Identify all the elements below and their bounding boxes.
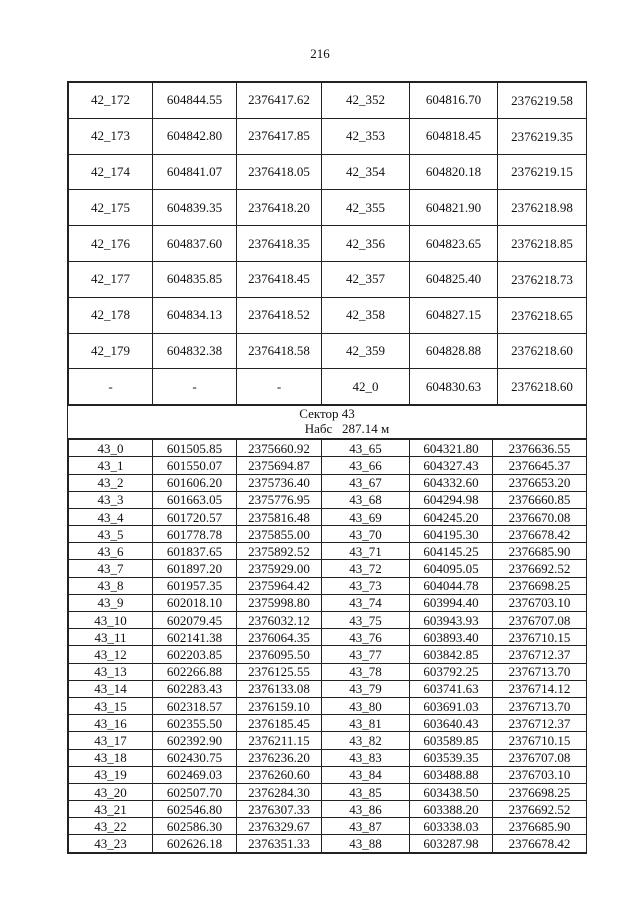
table-row: [69, 835, 587, 852]
table-row: [69, 226, 587, 262]
table-cell: 2376159.10: [237, 697, 322, 714]
table-cell: 2376707.08: [493, 612, 587, 629]
table-cell: 2376284.30: [237, 783, 322, 800]
table-cell: 604823.65: [410, 226, 498, 262]
table-cell: 2376678.42: [493, 526, 587, 543]
table-cell: 603438.50: [410, 783, 493, 800]
sector-height: [68, 421, 586, 436]
table-cell: 603691.03: [410, 697, 493, 714]
table-cell: 2375964.42: [237, 577, 322, 594]
table-cell: 2376218.98: [498, 190, 587, 226]
table-cell: 43_5: [69, 526, 153, 543]
table-cell: 604828.88: [410, 333, 498, 369]
table-cell: 2375855.00: [237, 526, 322, 543]
table-cell: 2376418.05: [237, 154, 322, 190]
table-cell: 43_80: [322, 697, 410, 714]
table-cell: 2376218.73: [498, 261, 587, 297]
table-cell: 43_7: [69, 560, 153, 577]
table-cell: 42_0: [322, 369, 410, 405]
table-cell: 2376685.90: [493, 543, 587, 560]
table-cell: 2376218.60: [498, 333, 587, 369]
table-cell: 604327.43: [410, 457, 493, 474]
table-cell: 604044.78: [410, 577, 493, 594]
table-cell: 601663.05: [153, 491, 237, 508]
table-cell: 43_74: [322, 594, 410, 611]
table-cell: 2376219.58: [498, 83, 587, 119]
table-row: [69, 457, 587, 474]
table-cell: 603842.85: [410, 646, 493, 663]
table-cell: 601957.35: [153, 577, 237, 594]
table-cell: 603741.63: [410, 680, 493, 697]
table-cell: 43_67: [322, 474, 410, 491]
table-cell: 602141.38: [153, 629, 237, 646]
table-cell: 2376692.52: [493, 801, 587, 818]
table-row: [69, 801, 587, 818]
sector-43-table: [68, 439, 587, 853]
table-cell: 43_79: [322, 680, 410, 697]
table-row: [69, 594, 587, 611]
table-cell: 43_18: [69, 749, 153, 766]
table-cell: 601550.07: [153, 457, 237, 474]
table-row: [69, 543, 587, 560]
table-row: [69, 154, 587, 190]
table-cell: 42_356: [322, 226, 410, 262]
table-row: [69, 560, 587, 577]
table-cell: 43_78: [322, 663, 410, 680]
table-cell: 43_83: [322, 749, 410, 766]
table-cell: 2376698.25: [493, 783, 587, 800]
sector-header: [68, 405, 586, 439]
table-cell: 604832.38: [153, 333, 237, 369]
table-cell: 2376417.62: [237, 83, 322, 119]
table-cell: 43_70: [322, 526, 410, 543]
table-cell: 43_6: [69, 543, 153, 560]
table-row: [69, 577, 587, 594]
table-cell: 604816.70: [410, 83, 498, 119]
table-row: [69, 646, 587, 663]
table-cell: 601505.85: [153, 440, 237, 457]
table-cell: 43_15: [69, 697, 153, 714]
table-row: [69, 783, 587, 800]
table-cell: 603994.40: [410, 594, 493, 611]
table-cell: 603338.03: [410, 818, 493, 835]
table-cell: 2376307.33: [237, 801, 322, 818]
table-cell: 43_77: [322, 646, 410, 663]
table-cell: 603943.93: [410, 612, 493, 629]
table-cell: 2376418.45: [237, 261, 322, 297]
table-cell: 604145.25: [410, 543, 493, 560]
table-cell: 603640.43: [410, 715, 493, 732]
table-cell: 43_23: [69, 835, 153, 852]
sector-title: Сектор 43: [299, 406, 355, 422]
table-cell: 42_174: [69, 154, 153, 190]
table-row: [69, 369, 587, 405]
table-cell: 42_176: [69, 226, 153, 262]
table-cell: 43_84: [322, 766, 410, 783]
table-cell: 2376218.60: [498, 369, 587, 405]
table-cell: 43_73: [322, 577, 410, 594]
table-row: [69, 526, 587, 543]
table-cell: 42_359: [322, 333, 410, 369]
table-cell: 43_88: [322, 835, 410, 852]
table-cell: 43_19: [69, 766, 153, 783]
table-cell: 2375776.95: [237, 491, 322, 508]
table-cell: 601720.57: [153, 508, 237, 525]
table-cell: 604827.15: [410, 297, 498, 333]
table-cell: 2376713.70: [493, 663, 587, 680]
table-row: [69, 612, 587, 629]
table-cell: 601897.20: [153, 560, 237, 577]
table-cell: 43_66: [322, 457, 410, 474]
table-cell: 43_8: [69, 577, 153, 594]
table-cell: 42_172: [69, 83, 153, 119]
table-cell: 2376218.65: [498, 297, 587, 333]
table-cell: 602469.03: [153, 766, 237, 783]
table-cell: 43_12: [69, 646, 153, 663]
table-cell: 2375998.80: [237, 594, 322, 611]
table-cell: 601606.20: [153, 474, 237, 491]
table-cell: 43_65: [322, 440, 410, 457]
table-cell: 2376703.10: [493, 594, 587, 611]
table-row: [69, 680, 587, 697]
table-cell: 43_4: [69, 508, 153, 525]
table-cell: 43_1: [69, 457, 153, 474]
table-cell: 603488.88: [410, 766, 493, 783]
table-cell: 2376329.67: [237, 818, 322, 835]
table-cell: 601778.78: [153, 526, 237, 543]
table-cell: 42_358: [322, 297, 410, 333]
table-cell: 42_173: [69, 118, 153, 154]
table-cell: 604830.63: [410, 369, 498, 405]
table-cell: 42_354: [322, 154, 410, 190]
table-cell: 602266.88: [153, 663, 237, 680]
table-cell: 2376710.15: [493, 732, 587, 749]
table-cell: 602318.57: [153, 697, 237, 714]
table-cell: 2375660.92: [237, 440, 322, 457]
table-cell: 604820.18: [410, 154, 498, 190]
table-cell: 2375892.52: [237, 543, 322, 560]
table-cell: 604837.60: [153, 226, 237, 262]
table-row: [69, 440, 587, 457]
table-cell: 2376660.85: [493, 491, 587, 508]
table-cell: 602626.18: [153, 835, 237, 852]
table-cell: 2376218.85: [498, 226, 587, 262]
table-cell: 43_87: [322, 818, 410, 835]
table-cell: -: [153, 369, 237, 405]
table-cell: 43_76: [322, 629, 410, 646]
table-cell: 603589.85: [410, 732, 493, 749]
table-row: [69, 474, 587, 491]
table-cell: 602392.90: [153, 732, 237, 749]
page-number: 216: [310, 46, 330, 61]
table-cell: 2376133.08: [237, 680, 322, 697]
table-cell: 602546.80: [153, 801, 237, 818]
table-cell: 2376703.10: [493, 766, 587, 783]
table-cell: 42_175: [69, 190, 153, 226]
table-cell: 604839.35: [153, 190, 237, 226]
table-cell: 2376418.52: [237, 297, 322, 333]
table-cell: 43_10: [69, 612, 153, 629]
table-cell: 604834.13: [153, 297, 237, 333]
table-row: [69, 697, 587, 714]
table-cell: 43_16: [69, 715, 153, 732]
table-row: [69, 818, 587, 835]
table-cell: 43_9: [69, 594, 153, 611]
table-cell: 604835.85: [153, 261, 237, 297]
table-cell: 43_72: [322, 560, 410, 577]
table-cell: 601837.65: [153, 543, 237, 560]
table-cell: 2376064.35: [237, 629, 322, 646]
table-cell: -: [237, 369, 322, 405]
table-row: [69, 663, 587, 680]
table-cell: 43_11: [69, 629, 153, 646]
table-cell: 2376678.42: [493, 835, 587, 852]
table-cell: 2376712.37: [493, 715, 587, 732]
table-cell: 43_86: [322, 801, 410, 818]
table-cell: 43_69: [322, 508, 410, 525]
table-cell: 602283.43: [153, 680, 237, 697]
table-cell: 603792.25: [410, 663, 493, 680]
table-cell: 602018.10: [153, 594, 237, 611]
table-cell: 2376351.33: [237, 835, 322, 852]
table-cell: 604332.60: [410, 474, 493, 491]
table-row: [69, 190, 587, 226]
table-cell: 2376692.52: [493, 560, 587, 577]
table-cell: 2376185.45: [237, 715, 322, 732]
table-row: [69, 83, 587, 119]
table-cell: 604245.20: [410, 508, 493, 525]
table-cell: 2376707.08: [493, 749, 587, 766]
table-cell: 43_85: [322, 783, 410, 800]
table-cell: 42_352: [322, 83, 410, 119]
table-cell: 604195.30: [410, 526, 493, 543]
table-cell: 2376219.15: [498, 154, 587, 190]
table-cell: 43_71: [322, 543, 410, 560]
table-cell: 43_81: [322, 715, 410, 732]
table-cell: 603539.35: [410, 749, 493, 766]
table-cell: 602507.70: [153, 783, 237, 800]
table-cell: 2376260.60: [237, 766, 322, 783]
sector-42-table: [68, 82, 587, 405]
table-cell: 603287.98: [410, 835, 493, 852]
table-row: [69, 297, 587, 333]
table-cell: 2376417.85: [237, 118, 322, 154]
table-cell: 42_355: [322, 190, 410, 226]
table-cell: 42_178: [69, 297, 153, 333]
table-row: [69, 333, 587, 369]
table-cell: 2376670.08: [493, 508, 587, 525]
table-cell: 42_357: [322, 261, 410, 297]
table-cell: 2376698.25: [493, 577, 587, 594]
table-cell: 42_353: [322, 118, 410, 154]
table-cell: 2376636.55: [493, 440, 587, 457]
table-row: [69, 508, 587, 525]
table-cell: 43_20: [69, 783, 153, 800]
table-cell: 43_14: [69, 680, 153, 697]
table-cell: 2376211.15: [237, 732, 322, 749]
table-cell: 2376712.37: [493, 646, 587, 663]
table-cell: 2376236.20: [237, 749, 322, 766]
table-cell: 2376032.12: [237, 612, 322, 629]
table-cell: 604841.07: [153, 154, 237, 190]
table-cell: 42_177: [69, 261, 153, 297]
table-cell: 2376645.37: [493, 457, 587, 474]
table-cell: 43_3: [69, 491, 153, 508]
table-cell: 602430.75: [153, 749, 237, 766]
table-cell: 603893.40: [410, 629, 493, 646]
table-cell: 43_22: [69, 818, 153, 835]
table-cell: 43_82: [322, 732, 410, 749]
habs-value: 287.14 м: [342, 421, 390, 437]
table-cell: 604825.40: [410, 261, 498, 297]
coordinates-table-frame: [67, 81, 587, 854]
table-cell: 43_13: [69, 663, 153, 680]
table-cell: 2375736.40: [237, 474, 322, 491]
table-cell: 2376418.35: [237, 226, 322, 262]
table-cell: 2376418.20: [237, 190, 322, 226]
table-cell: 604095.05: [410, 560, 493, 577]
habs-label: Набс: [304, 421, 333, 437]
table-cell: 604321.80: [410, 440, 493, 457]
table-cell: 43_75: [322, 612, 410, 629]
table-row: [69, 629, 587, 646]
table-cell: 43_21: [69, 801, 153, 818]
table-row: [69, 715, 587, 732]
table-cell: 604821.90: [410, 190, 498, 226]
table-cell: 2375816.48: [237, 508, 322, 525]
table-cell: 2376714.12: [493, 680, 587, 697]
table-cell: 604842.80: [153, 118, 237, 154]
table-cell: 2376219.35: [498, 118, 587, 154]
table-cell: 603388.20: [410, 801, 493, 818]
table-cell: 43_2: [69, 474, 153, 491]
table-cell: 42_179: [69, 333, 153, 369]
table-cell: 2376653.20: [493, 474, 587, 491]
table-row: [69, 261, 587, 297]
table-cell: 2375929.00: [237, 560, 322, 577]
table-cell: 2376713.70: [493, 697, 587, 714]
table-cell: 602355.50: [153, 715, 237, 732]
table-row: [69, 491, 587, 508]
table-cell: 2376710.15: [493, 629, 587, 646]
table-cell: 43_68: [322, 491, 410, 508]
table-cell: 602203.85: [153, 646, 237, 663]
table-row: [69, 766, 587, 783]
table-cell: 2376418.58: [237, 333, 322, 369]
table-cell: 604844.55: [153, 83, 237, 119]
table-row: [69, 118, 587, 154]
table-cell: 43_17: [69, 732, 153, 749]
table-row: [69, 749, 587, 766]
table-cell: 2375694.87: [237, 457, 322, 474]
table-cell: 2376125.55: [237, 663, 322, 680]
table-row: [69, 732, 587, 749]
table-cell: 602079.45: [153, 612, 237, 629]
table-cell: 602586.30: [153, 818, 237, 835]
table-cell: 604818.45: [410, 118, 498, 154]
table-cell: 2376685.90: [493, 818, 587, 835]
table-cell: -: [69, 369, 153, 405]
table-cell: 604294.98: [410, 491, 493, 508]
table-cell: 43_0: [69, 440, 153, 457]
table-cell: 2376095.50: [237, 646, 322, 663]
